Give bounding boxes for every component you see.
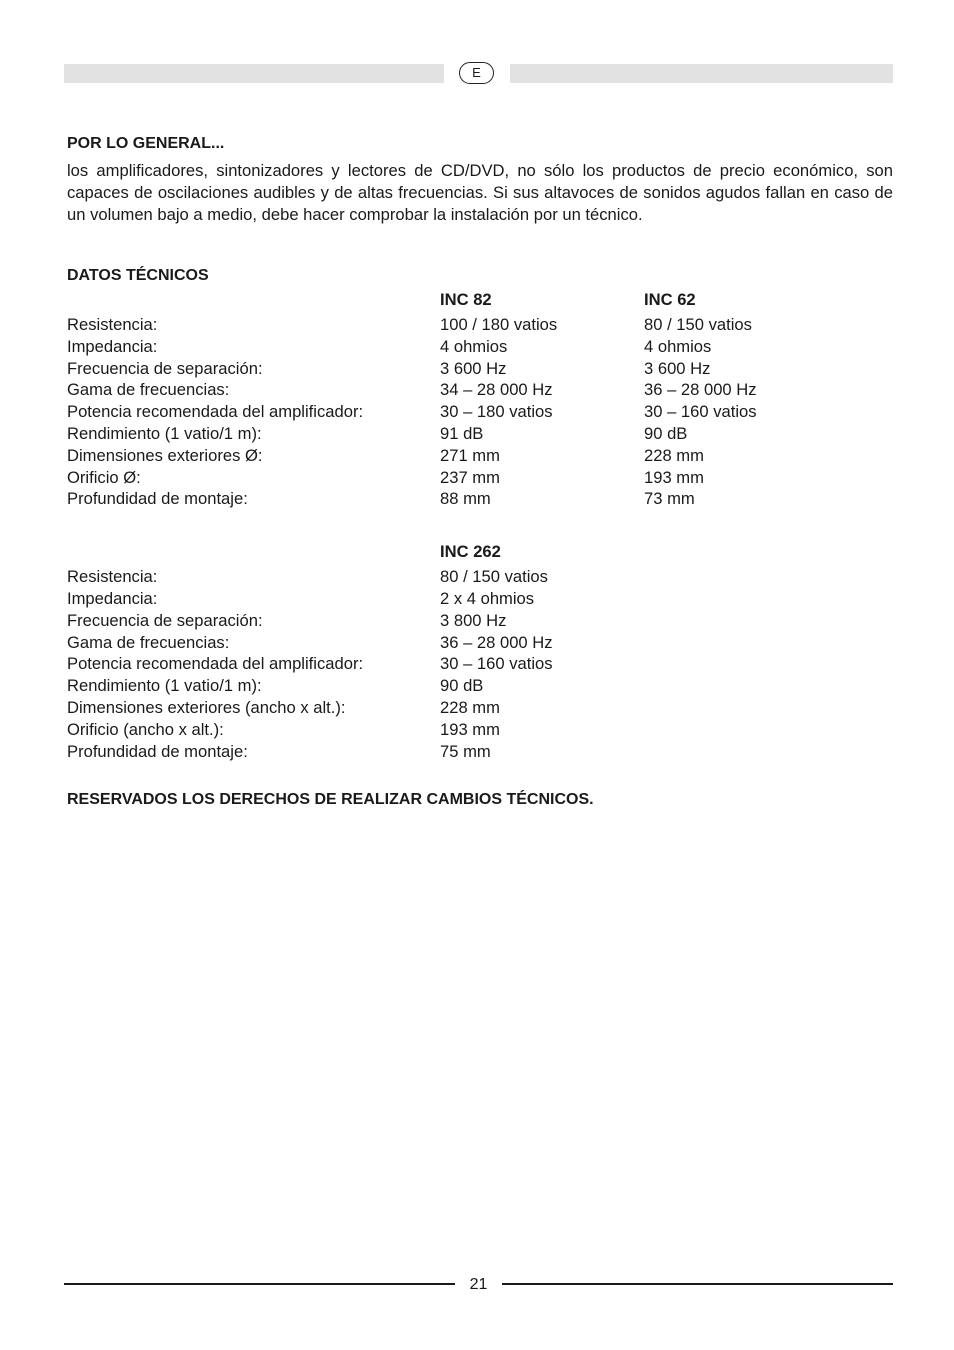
model-header-inc262: INC 262 — [440, 542, 501, 562]
page-number: 21 — [469, 1276, 488, 1293]
spec-value: 3 600 Hz — [644, 358, 711, 378]
spec-label: Profundidad de montaje: — [67, 741, 248, 761]
spec-row — [67, 610, 893, 632]
spec-row — [67, 445, 893, 467]
spec-value: 30 – 160 vatios — [644, 402, 757, 422]
spec-label: Gama de frecuencias: — [67, 380, 230, 400]
spec-row — [67, 675, 893, 697]
spec-value: 228 mm — [440, 697, 500, 717]
spec-value: 36 – 28 000 Hz — [440, 632, 553, 652]
spec-value: 193 mm — [644, 467, 704, 487]
spec-value: 100 / 180 vatios — [440, 315, 558, 334]
spec-label: Potencia recomendada del amplificador: — [67, 402, 364, 422]
spec-row — [67, 467, 893, 489]
spec-row — [67, 401, 893, 423]
spec-row — [67, 588, 893, 610]
footer-rule-left — [64, 1283, 455, 1285]
spec-value: 36 – 28 000 Hz — [644, 380, 757, 400]
spec-table-1 — [67, 286, 893, 510]
spec-row — [67, 719, 893, 741]
spec-value: 90 dB — [440, 676, 484, 696]
model-header-inc62: INC 62 — [644, 290, 696, 309]
spec-table-1-header — [67, 286, 893, 314]
spec-label: Frecuencia de separación: — [67, 610, 263, 630]
spec-value: 271 mm — [440, 445, 500, 465]
spec-value: 34 – 28 000 Hz — [440, 380, 553, 400]
spec-row — [67, 697, 893, 719]
spec-value: 193 mm — [440, 719, 500, 739]
spec-value: 228 mm — [644, 445, 704, 465]
spec-row — [67, 488, 893, 510]
footer-rule-right — [502, 1283, 893, 1285]
spec-label: Dimensiones exteriores Ø: — [67, 445, 263, 465]
spec-value: 73 mm — [644, 489, 695, 509]
header-bar-right — [510, 64, 893, 83]
spec-value: 237 mm — [440, 467, 500, 487]
spec-row — [67, 741, 893, 763]
spec-label: Rendimiento (1 vatio/1 m): — [67, 676, 262, 696]
spec-row — [67, 632, 893, 654]
model-header-inc82: INC 82 — [440, 290, 492, 309]
spec-value: 4 ohmios — [440, 336, 508, 356]
spec-row — [67, 379, 893, 401]
spec-value: 80 / 150 vatios — [644, 315, 752, 334]
spec-table-2-header — [67, 538, 893, 566]
spec-label: Potencia recomendada del amplificador: — [67, 654, 364, 674]
spec-label: Impedancia: — [67, 336, 158, 356]
spec-label: Orificio Ø: — [67, 467, 141, 487]
spec-label: Resistencia: — [67, 315, 158, 334]
spec-value: 75 mm — [440, 741, 491, 761]
spec-row — [67, 653, 893, 675]
spec-label: Dimensiones exteriores (ancho x alt.): — [67, 697, 346, 717]
spec-label: Frecuencia de separación: — [67, 358, 263, 378]
spec-label: Impedancia: — [67, 588, 158, 608]
spec-value: 30 – 180 vatios — [440, 402, 553, 422]
spec-value: 91 dB — [440, 423, 484, 443]
general-paragraph: los amplificadores, sintonizadores y lectores de CD/DVD, no sólo los productos de precio económico, son capaces de oscilaciones audibles y de altas frecuencias. Si sus altavoces de sonidos agudos fallan en caso de un volumen bajo a medio, debe hacer comprobar la instalación por un técnico. — [67, 161, 893, 224]
language-badge: E — [459, 62, 494, 84]
spec-row — [67, 336, 893, 358]
header-bar-left — [64, 64, 444, 83]
spec-row — [67, 566, 893, 588]
spec-label: Profundidad de montaje: — [67, 489, 248, 509]
general-heading: POR LO GENERAL... — [67, 135, 225, 152]
page-content — [67, 134, 893, 810]
spec-value: 4 ohmios — [644, 336, 712, 356]
spec-row — [67, 358, 893, 380]
tech-heading: DATOS TÉCNICOS — [67, 267, 209, 284]
spec-value: 2 x 4 ohmios — [440, 588, 535, 608]
rights-notice: RESERVADOS LOS DERECHOS DE REALIZAR CAMBIOS TÉCNICOS. — [67, 791, 594, 809]
spec-label: Resistencia: — [67, 567, 158, 587]
spec-table-2 — [67, 538, 893, 762]
spec-label: Rendimiento (1 vatio/1 m): — [67, 423, 262, 443]
spec-value: 3 800 Hz — [440, 610, 507, 630]
spec-label: Gama de frecuencias: — [67, 632, 230, 652]
spec-value: 80 / 150 vatios — [440, 567, 548, 587]
spec-value: 88 mm — [440, 489, 491, 509]
spec-label: Orificio (ancho x alt.): — [67, 719, 224, 739]
spec-value: 90 dB — [644, 423, 688, 443]
spec-value: 30 – 160 vatios — [440, 654, 553, 674]
spec-value: 3 600 Hz — [440, 358, 507, 378]
spec-row — [67, 314, 893, 336]
spec-row — [67, 423, 893, 445]
